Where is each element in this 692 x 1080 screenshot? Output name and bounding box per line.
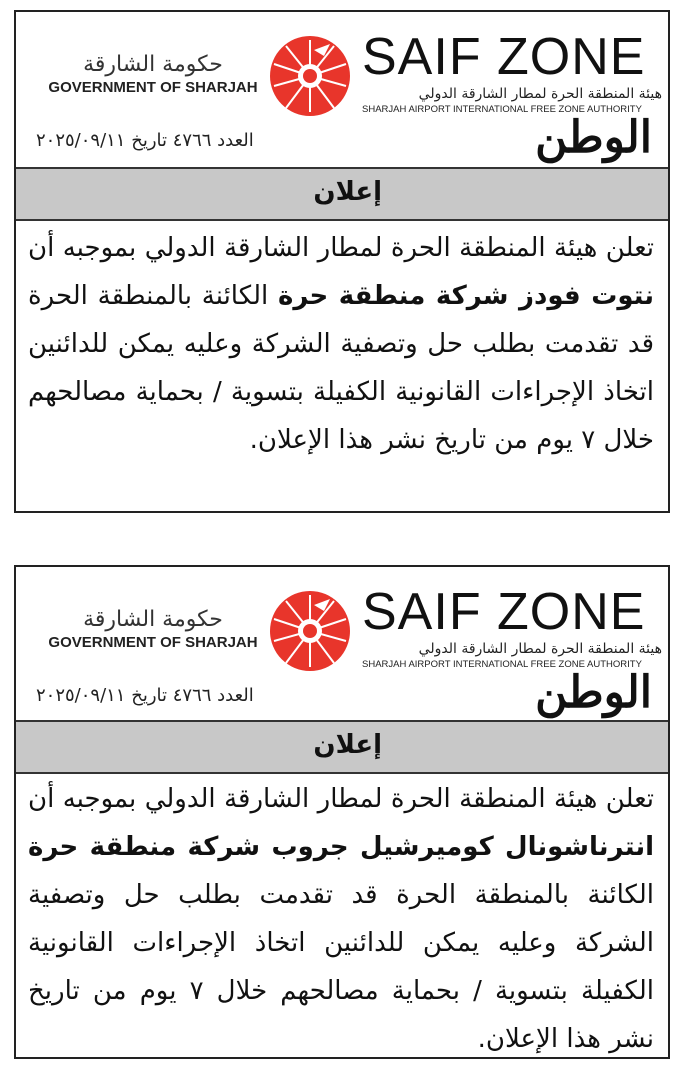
notice-title: إعلان [313,177,382,207]
notice-1 [14,10,670,513]
newspaper-name: الوطن [535,667,652,718]
body-rest: الكائنة بالمنطقة الحرة قد تقدمت بطلب حل وتصفية الشركة وعليه يمكن للدائنين اتخاذ الإجراءات القانونية الكفيلة بتسوية / بحماية مصالحهم خلال ٧ يوم من تاريخ نشر هذا الإعلان. [28,281,654,455]
saif-zone-english-subtitle: SHARJAH AIRPORT INTERNATIONAL FREE ZONE AUTHORITY [362,104,642,115]
gov-english-name: GOVERNMENT OF SHARJAH [48,634,258,651]
title-band [16,167,668,221]
saif-zone-arabic-name: هيئة المنطقة الحرة لمطار الشارقة الدولي [418,86,662,102]
notice-2 [14,565,670,1059]
body-intro: تعلن هيئة المنطقة الحرة لمطار الشارقة الدولي بموجبه أن [28,233,654,263]
government-of-sharjah-logo [38,607,268,651]
government-of-sharjah-logo [38,52,268,96]
body-rest: الكائنة بالمنطقة الحرة قد تقدمت بطلب حل وتصفية الشركة وعليه يمكن للدائنين اتخاذ الإجراءات القانونية الكفيلة بتسوية / بحماية مصالحهم خلال ٧ يوم من تاريخ نشر هذا الإعلان. [28,880,655,1054]
saif-zone-name: SAIF ZONE [362,583,646,641]
saif-zone-arabic-name: هيئة المنطقة الحرة لمطار الشارقة الدولي [418,641,662,657]
body-intro: تعلن هيئة المنطقة الحرة لمطار الشارقة الدولي بموجبه أن [28,784,654,814]
saif-zone-english-subtitle: SHARJAH AIRPORT INTERNATIONAL FREE ZONE AUTHORITY [362,659,642,670]
saif-zone-sun-icon [268,34,352,118]
title-band [16,720,668,774]
newspaper-name: الوطن [535,112,652,163]
gov-english-name: GOVERNMENT OF SHARJAH [48,79,258,96]
saif-zone-logo [362,30,662,115]
gov-arabic-name: حكومة الشارقة [83,52,223,77]
issue-number-date: العدد ٤٧٦٦ تاريخ ٢٠٢٥/٠٩/١١ [36,130,254,151]
notice-header [16,567,668,670]
saif-zone-logo [362,585,662,670]
saif-zone-name: SAIF ZONE [362,28,646,86]
issue-number-date: العدد ٤٧٦٦ تاريخ ٢٠٢٥/٠٩/١١ [36,685,254,706]
notice-title: إعلان [313,730,382,760]
notice-body [28,224,654,464]
notice-body [28,775,654,1063]
gov-arabic-name: حكومة الشارقة [83,607,223,632]
saif-zone-sun-icon [268,589,352,673]
notice-header [16,12,668,115]
company-name: نتوت فودز شركة منطقة حرة [277,281,654,311]
company-name: انترناشونال كوميرشيل جروب شركة منطقة حرة [28,832,654,862]
